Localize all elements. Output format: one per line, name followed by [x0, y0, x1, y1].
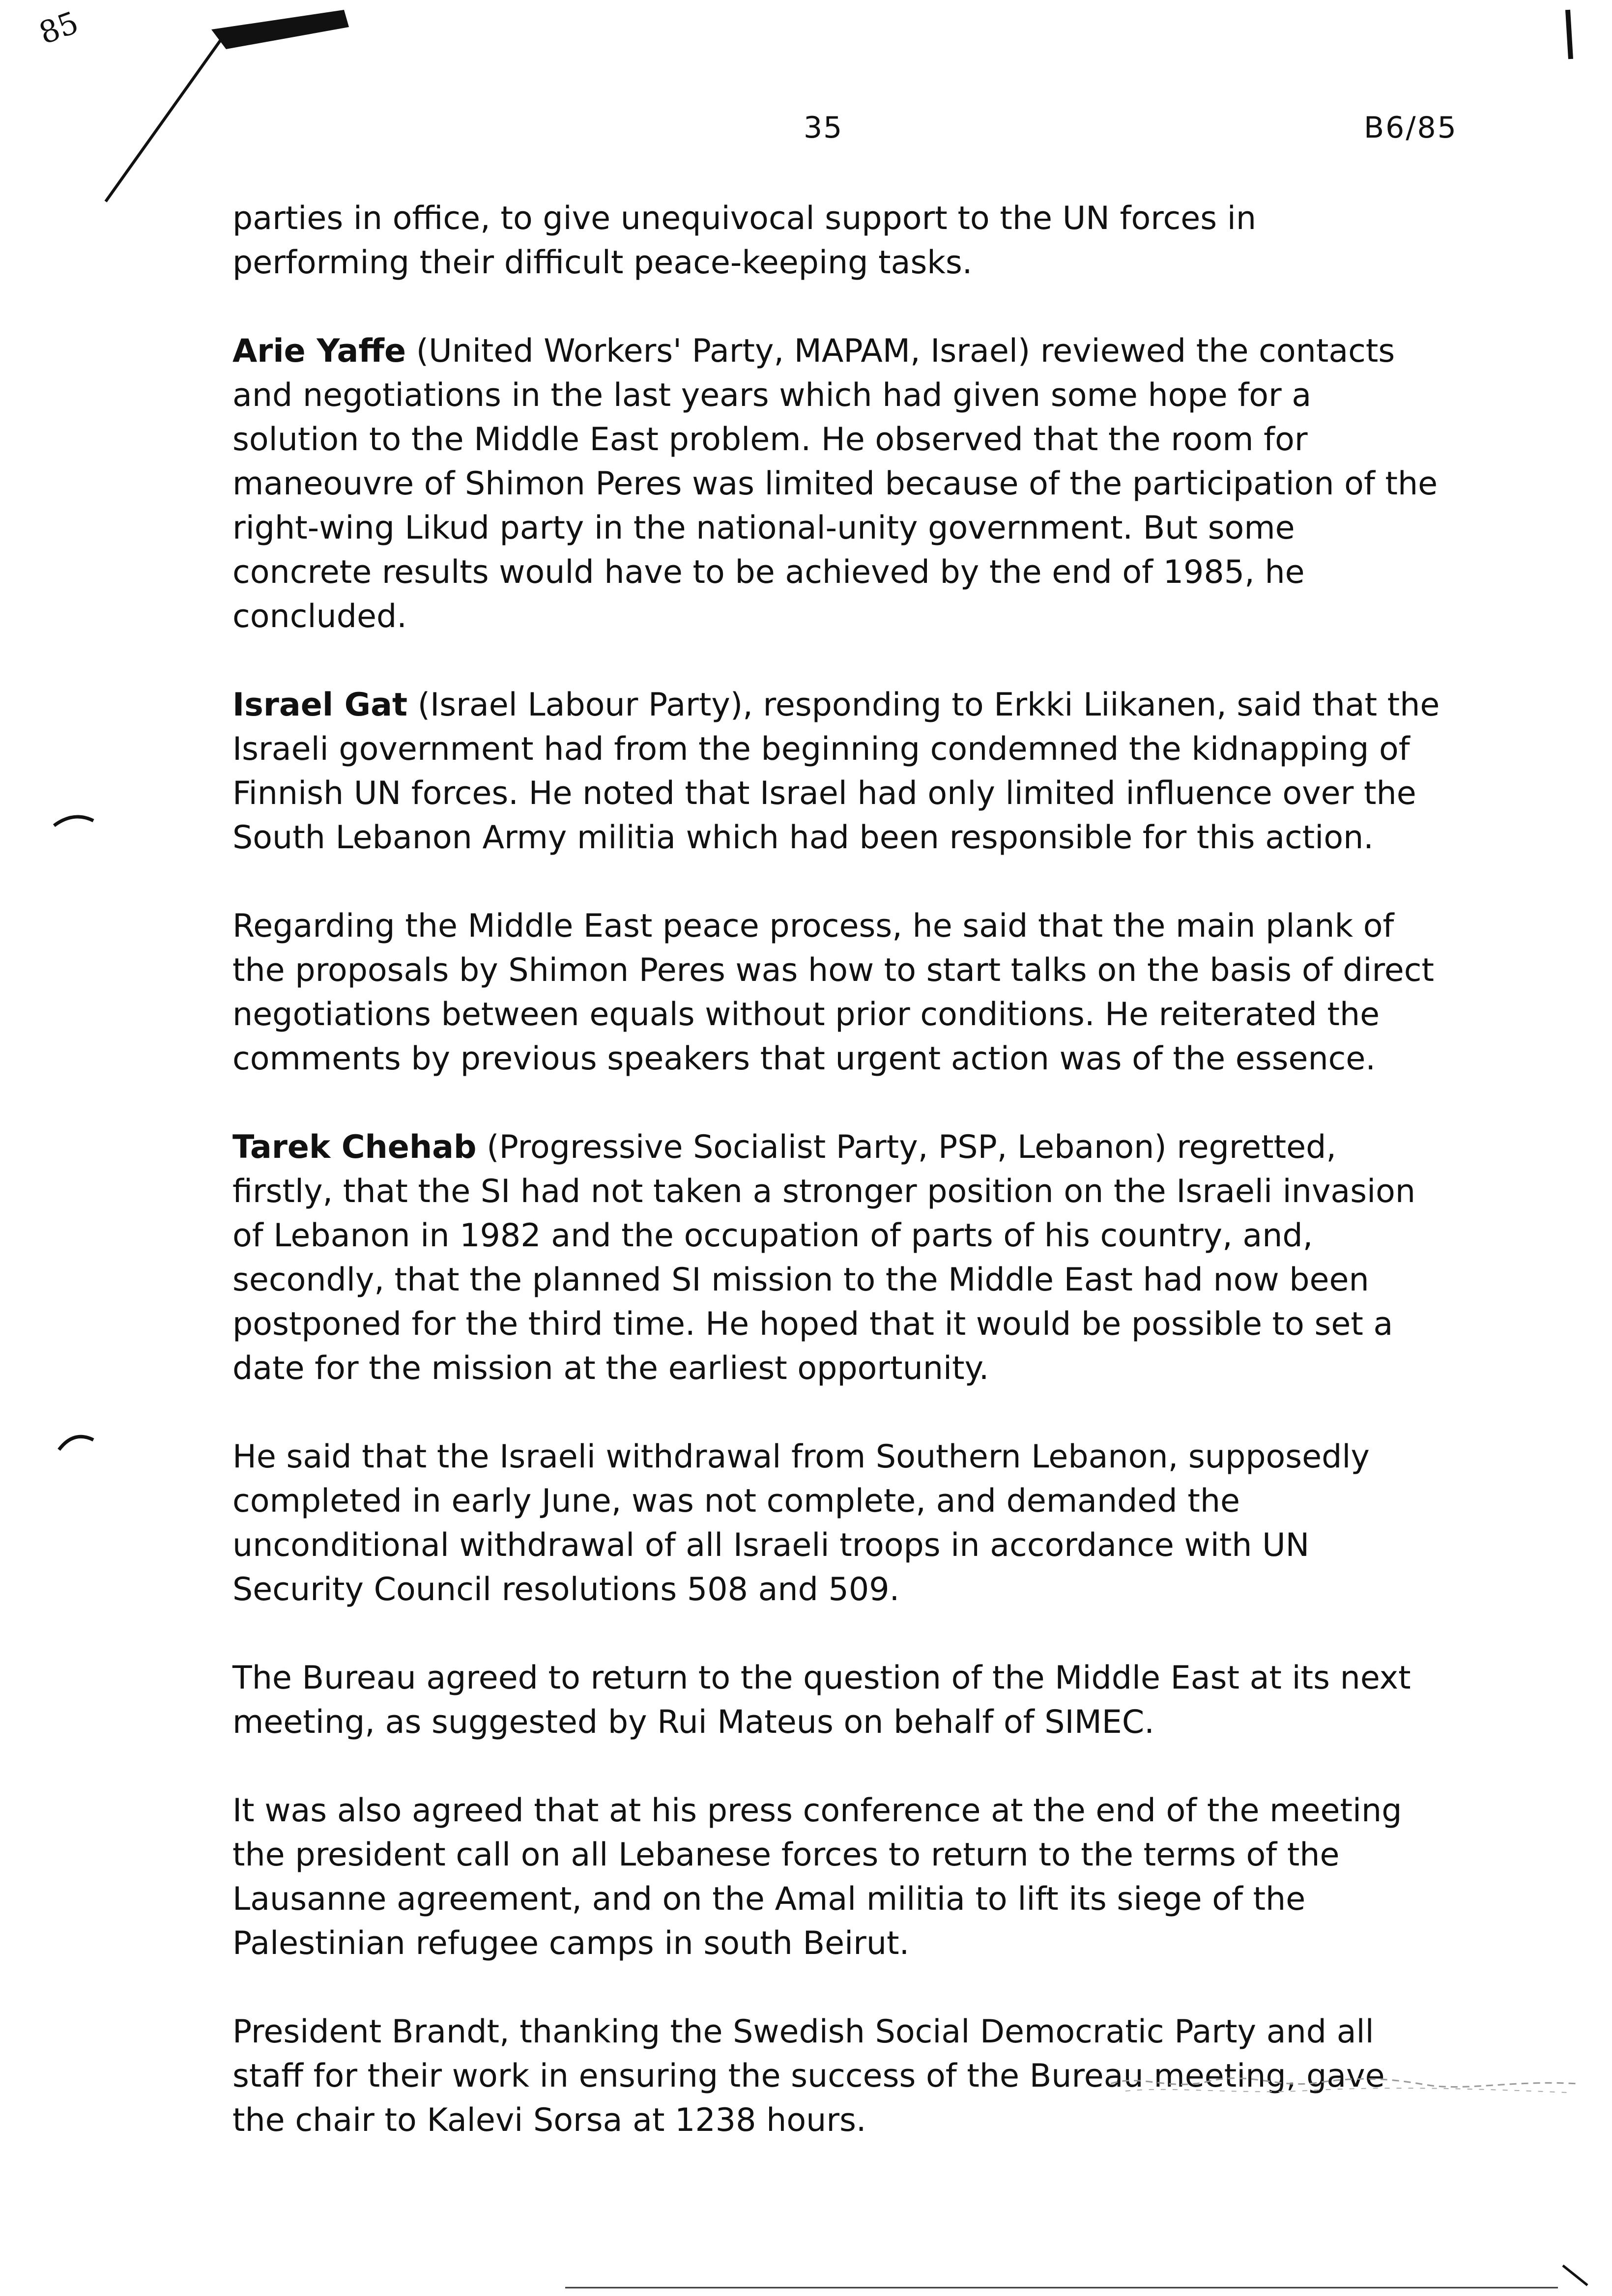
speaker-name: Tarek Chehab: [232, 1129, 477, 1166]
paragraph-peace-process: [232, 904, 1441, 1081]
paragraph-israel-gat: [232, 683, 1441, 860]
paragraph-bureau-agreed: [232, 1656, 1441, 1745]
paragraph-text: The Bureau agreed to return to the question of the Middle East at its next meeting, as suggested by Rui Mateus on behalf of SIMEC.: [232, 1660, 1411, 1741]
paragraph-text: It was also agreed that at his press conference at the end of the meeting the president call on all Lebanese forces to return to the terms of the Lausanne agreement, and on the Amal militia to lift its siege of the Palestinian refugee camps in south Beirut.: [232, 1792, 1402, 1962]
top-right-tick: [1568, 10, 1571, 59]
paragraph-text: He said that the Israeli withdrawal from Southern Lebanon, supposedly completed in early June, was not complete, and demanded the unconditional withdrawal of all Israeli troops in accordance with UN Security Council resolutions 508 and 509.: [232, 1438, 1370, 1608]
bottom-corner-mark: [1563, 2266, 1587, 2285]
page-number: 35: [804, 111, 843, 145]
corner-fold-mark: [211, 10, 349, 49]
paragraph-tarek-chehab: [232, 1125, 1441, 1391]
document-reference: B6/85: [1364, 111, 1458, 145]
paragraph-text: Regarding the Middle East peace process, he said that the main plank of the proposals by Shimon Peres was how to start talks on the basis of direct negotiations between equals without prior conditions. He reiterated the comments by previous speakers that urgent action was of the essence.: [232, 908, 1434, 1077]
speaker-name: Arie Yaffe: [232, 333, 406, 370]
margin-mark-1: [54, 817, 93, 826]
paragraph-text: (United Workers' Party, MAPAM, Israel) reviewed the contacts and negotiations in the last years which had given some hope for a solution to the Middle East problem. He observed that the room for maneouvre of Shimon Peres was limited because of the participation of the right-wing Likud party in the national-unity government. But some concrete results would have to be achieved by the end of 1985, he concluded.: [232, 333, 1438, 635]
paragraph-withdrawal: [232, 1435, 1441, 1612]
corner-handwritten-mark: 85: [34, 4, 84, 52]
document-body: [232, 197, 1441, 2187]
paragraph-text: (Israel Labour Party), responding to Erkki Liikanen, said that the Israeli government had from the beginning condemned the kidnapping of Finnish UN forces. He noted that Israel had only limited influence over the South Lebanon Army militia which had been responsible for this action.: [232, 687, 1440, 856]
margin-mark-2: [59, 1436, 93, 1450]
paragraph-arie-yaffe: [232, 329, 1441, 639]
speaker-name: Israel Gat: [232, 687, 408, 723]
paragraph-text: President Brandt, thanking the Swedish Social Democratic Party and all staff for their work in ensuring the success of the Bureau meeting, gave the chair to Kalevi Sorsa at 1238 hours.: [232, 2013, 1385, 2139]
paragraph-text: (Progressive Socialist Party, PSP, Lebanon) regretted, firstly, that the SI had not taken a stronger position on the Israeli invasion of Lebanon in 1982 and the occupation of parts of his country, and, secondly, that the planned SI mission to the Middle East had now been postponed for the third time. He hoped that it would be possible to set a date for the mission at the earliest opportunity.: [232, 1129, 1416, 1387]
paragraph-press-conference: [232, 1789, 1441, 1966]
faint-scribble-mark: [1111, 2069, 1583, 2098]
continuation-paragraph: parties in office, to give unequivocal support to the UN forces in performing their difficult peace-keeping tasks.: [232, 200, 1257, 281]
corner-slash-mark: [106, 39, 221, 201]
